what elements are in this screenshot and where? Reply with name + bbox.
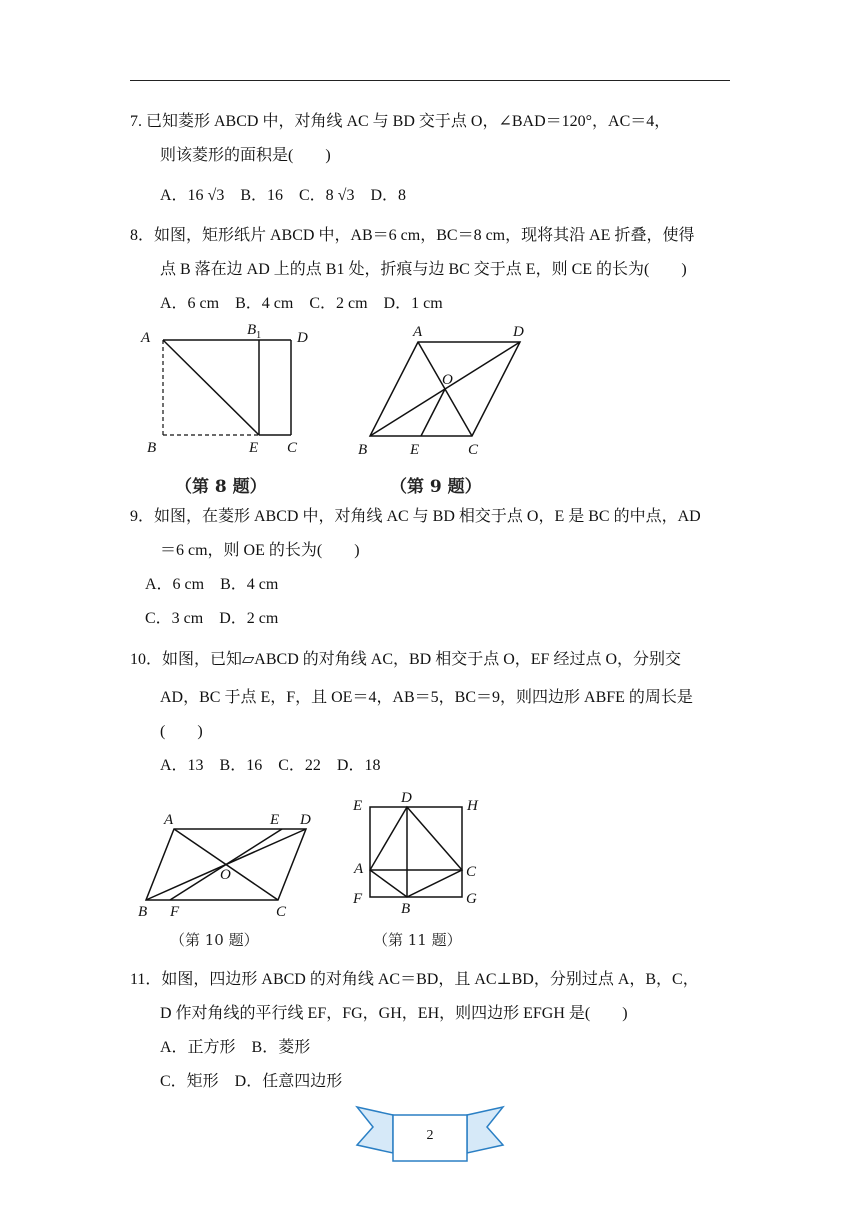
- fig9-caption: （第 9 题）: [390, 477, 482, 497]
- q10-options: A．13 B．16 C．22 D．18: [160, 757, 381, 774]
- figure-q10: [130, 808, 330, 958]
- fig11-label-E: E: [353, 798, 363, 814]
- q10-line2: AD，BC 于点 E，F，且 OE＝4，AB＝5，BC＝9，则四边形 ABFE 的周长是: [160, 689, 693, 706]
- q10-line3: ( ): [160, 723, 203, 740]
- fig10-label-F: F: [170, 904, 180, 920]
- q11-options-ab: A．正方形 B．菱形: [160, 1039, 311, 1056]
- fig11-label-H: H: [467, 798, 478, 814]
- fig9-label-O: O: [442, 372, 453, 388]
- q9-options-cd: C．3 cm D．2 cm: [145, 610, 279, 627]
- figure-q8-svg: [135, 318, 335, 503]
- q7-line2: 则该菱形的面积是( ): [160, 147, 331, 164]
- fig8-label-E: E: [249, 440, 259, 456]
- figure-q11: [345, 790, 495, 958]
- q9-line1: 9．如图，在菱形 ABCD 中，对角线 AC 与 BD 相交于点 O，E 是 BC 的中点，AD: [130, 508, 701, 525]
- fig8-fold-AE: [163, 340, 259, 435]
- figure-q9: [352, 318, 552, 508]
- fig11-label-A: A: [354, 861, 364, 877]
- q8-line2: 点 B 落在边 AD 上的点 B1 处，折痕与边 BC 交于点 E，则 CE 的长为( ): [160, 261, 687, 278]
- fig8-caption: （第 8 题）: [175, 477, 267, 497]
- q11-line2: D 作对角线的平行线 EF，FG，GH，EH，则四边形 EFGH 是( ): [160, 1005, 628, 1022]
- fig9-label-C: C: [468, 442, 479, 458]
- figure-q11-svg: [345, 790, 495, 953]
- fig11-label-D: D: [401, 790, 412, 806]
- fig8-label-B1: $B_1$: [247, 322, 262, 341]
- figure-q10-svg: [130, 808, 330, 953]
- fig10-caption: （第 10 题）: [170, 931, 259, 949]
- fig10-label-D: D: [300, 812, 311, 828]
- q7-options: A．16 √3 B．16 C．8 √3 D．8: [160, 187, 407, 204]
- q8-options: A．6 cm B．4 cm C．2 cm D．1 cm: [160, 295, 443, 312]
- fig8-label-C: C: [287, 440, 298, 456]
- fig11-caption: （第 11 题）: [373, 931, 462, 949]
- fig11-quadrilateral-ABCD: [370, 807, 462, 897]
- fig9-label-D: D: [513, 324, 524, 340]
- fig9-label-E: E: [410, 442, 420, 458]
- header-rule: [130, 80, 730, 81]
- q8-line1: 8．如图，矩形纸片 ABCD 中，AB＝6 cm，BC＝8 cm，现将其沿 AE 折叠，使得: [130, 227, 695, 244]
- fig10-label-A: A: [164, 812, 174, 828]
- fig11-label-B: B: [401, 901, 411, 917]
- q7-line1: 7. 已知菱形 ABCD 中，对角线 AC 与 BD 交于点 O，∠BAD＝120°，AC＝4，: [130, 113, 671, 130]
- q11-options-cd: C．矩形 D．任意四边形: [160, 1073, 343, 1090]
- page-number: 2: [426, 1128, 434, 1143]
- q11-line1: 11．如图，四边形 ABCD 的对角线 AC＝BD，且 AC⊥BD，分别过点 A，B，C，: [130, 971, 699, 988]
- fig11-label-C: C: [466, 864, 477, 880]
- fig10-label-C: C: [276, 904, 287, 920]
- fig10-label-B: B: [138, 904, 148, 920]
- fig11-rectangle-EFGH: [370, 807, 462, 897]
- q10-line1: 10．如图，已知▱ABCD 的对角线 AC，BD 相交于点 O，EF 经过点 O，分别交: [130, 651, 681, 668]
- fig8-label-D: D: [297, 330, 308, 346]
- figure-q8: [135, 318, 335, 508]
- fig8-label-A: A: [141, 330, 151, 346]
- fig9-label-A: A: [413, 324, 423, 340]
- fig10-label-E: E: [270, 812, 280, 828]
- fig11-label-G: G: [466, 891, 477, 907]
- q9-line2: ＝6 cm，则 OE 的长为( ): [160, 542, 360, 559]
- q9-options-ab: A．6 cm B．4 cm: [145, 576, 279, 593]
- fig11-label-F: F: [353, 891, 363, 907]
- fig10-label-O: O: [220, 867, 231, 883]
- fig9-label-B: B: [358, 442, 368, 458]
- fig10-segment-EF: [170, 829, 282, 900]
- fig8-label-B: B: [147, 440, 157, 456]
- figure-q9-svg: [352, 318, 552, 503]
